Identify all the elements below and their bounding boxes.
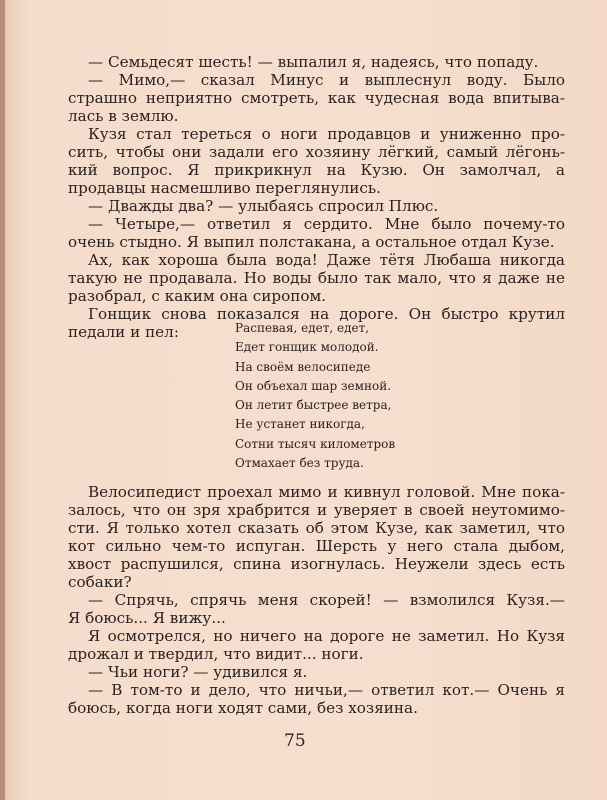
prose-after-poem	[68, 483, 565, 717]
text-line: сти. Я только хотел сказать об этом Кузе, как заметил, что	[68, 519, 565, 537]
text-line: Велосипедист проехал мимо и кивнул головой. Мне пока-	[88, 483, 565, 501]
text-line: продавцы насмешливо переглянулись.	[68, 179, 381, 197]
poem	[235, 319, 395, 473]
text-line: — В том-то и дело, что ничьи,— ответил кот.— Очень я	[88, 681, 565, 699]
page-binding-edge	[0, 0, 5, 800]
text-line: Я осмотрелся, но ничего на дороге не заметил. Но Кузя	[88, 627, 565, 645]
poem-line: Он летит быстрее ветра,	[235, 398, 392, 413]
text-line: кот сильно чем-то испуган. Шерсть у него стала дыбом,	[68, 537, 565, 555]
text-line: хвост распушился, спина изогнулась. Неужели здесь есть	[68, 555, 565, 573]
text-line: педали и пел:	[68, 323, 179, 341]
text-line: — Спрячь, спрячь меня скорей! — взмолился Кузя.—	[88, 591, 565, 609]
poem-line: На своём велосипеде	[235, 359, 371, 374]
text-line: — Мимо,— сказал Минус и выплеснул воду. Было	[88, 71, 565, 89]
text-line: залось, что он зря храбрится и уверяет в своей неутомимо-	[68, 501, 565, 519]
poem-line: Он объехал шар земной.	[235, 378, 392, 393]
text-line: разобрал, с каким она сиропом.	[68, 287, 327, 305]
text-line: Я боюсь... Я вижу...	[68, 609, 226, 627]
text-line: Кузя стал тереться о ноги продавцов и униженно про-	[88, 125, 565, 143]
poem-line: Сотни тысяч километров	[235, 436, 396, 451]
text-line: дрожал и твердил, что видит... ноги.	[68, 645, 364, 663]
text-line: боюсь, когда ноги ходят сами, без хозяина.	[68, 699, 418, 717]
page-number: 75	[284, 731, 306, 751]
text-line: — Четыре,— ответил я сердито. Мне было почему-то	[88, 215, 565, 233]
text-line: кий вопрос. Я прикрикнул на Кузю. Он замолчал, а	[68, 161, 565, 179]
text-line: — Дважды два? — улыбаясь спросил Плюс.	[88, 197, 439, 215]
text-line: сить, чтобы они задали его хозяину лёгкий, самый лёгонь-	[68, 143, 565, 161]
text-line: лась в землю.	[68, 107, 179, 125]
text-line: такую не продавала. Но воды было так мало, что я даже не	[68, 269, 565, 287]
text-line: страшно неприятно смотреть, как чудесная вода впитыва-	[68, 89, 565, 107]
text-line: собаки?	[68, 573, 132, 591]
text-line: Гонщик снова показался на дороге. Он быстро крутил	[88, 305, 565, 323]
text-line: очень стыдно. Я выпил полстакана, а остальное отдал Кузе.	[68, 233, 555, 251]
poem-line: Распевая, едет, едет,	[235, 321, 370, 335]
text-line: Ах, как хороша была вода! Даже тётя Любаша никогда	[88, 251, 565, 269]
poem-line: Отмахает без труда.	[235, 456, 364, 471]
text-line: — Семьдесят шесть! — выпалил я, надеясь, что попаду.	[88, 53, 539, 71]
text-line: — Чьи ноги? — удивился я.	[88, 663, 308, 681]
prose-before-poem	[68, 53, 565, 341]
poem-line: Едет гонщик молодой.	[235, 340, 379, 355]
poem-line: Не устанет никогда,	[235, 417, 365, 432]
